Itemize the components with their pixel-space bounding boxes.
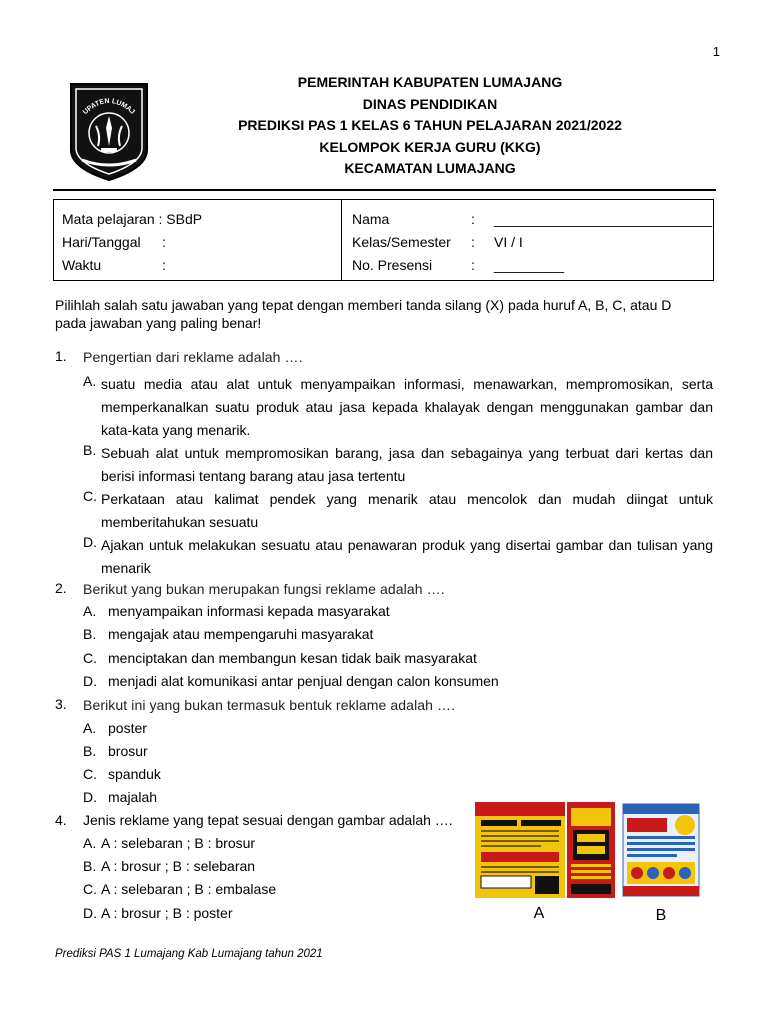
q3-option-d[interactable]: majalah (108, 789, 158, 805)
class-label: Kelas/Semester (352, 234, 451, 250)
name-label: Nama (352, 211, 390, 227)
date-label: Hari/Tanggal (62, 234, 141, 250)
q4-option-b[interactable]: A : brosur ; B : selebaran (101, 858, 256, 874)
q3-option-b[interactable]: brosur (108, 743, 148, 759)
class-colon: : (471, 234, 475, 250)
q2-option-b-letter[interactable]: B. (83, 626, 97, 642)
q4-option-a[interactable]: A : selebaran ; B : brosur (101, 835, 256, 851)
q1-option-c-line-1: Perkataan atau kalimat pendek yang menarik atau mencolok dan mudah diingat untuk (101, 491, 713, 507)
q4-option-c-letter[interactable]: C. (83, 881, 97, 897)
flyer-b-image (623, 804, 699, 896)
question-1-text: Pengertian dari reklame adalah …. (83, 349, 303, 365)
svg-text:KABUPATEN LUMAJANG: UPATEN LUMAJ (81, 97, 136, 117)
question-2-number: 2. (55, 580, 67, 596)
q1-option-b-line-2: berisi informasi tentang barang atau jasa tertentu (101, 468, 406, 484)
page-number: 1 (712, 44, 720, 59)
student-info-box (53, 199, 714, 281)
q3-option-a-letter[interactable]: A. (83, 720, 97, 736)
question-4-number: 4. (55, 812, 67, 828)
question-4-text: Jenis reklame yang tepat sesuai dengan gambar adalah …. (83, 812, 453, 828)
q3-option-c[interactable]: spanduk (108, 766, 161, 782)
q3-option-a[interactable]: poster (108, 720, 147, 736)
time-colon: : (162, 257, 166, 273)
q4-option-c[interactable]: A : selebaran ; B : embalase (101, 881, 277, 897)
q1-option-c[interactable] (101, 488, 713, 534)
page-footer: Prediksi PAS 1 Lumajang Kab Lumajang tahun 2021 (55, 948, 323, 960)
attendance-blank[interactable]: _________ (494, 257, 565, 273)
header-line-5: KECAMATAN LUMAJANG (344, 160, 516, 176)
instruction-line-1: Pilihlah salah satu jawaban yang tepat dengan memberi tanda silang (X) pada huruf A, B, C, atau D (55, 297, 672, 313)
q2-option-a[interactable]: menyampaikan informasi kepada masyarakat (108, 603, 390, 619)
header-line-1: PEMERINTAH KABUPATEN LUMAJANG (297, 74, 563, 90)
q1-option-a[interactable] (101, 373, 713, 442)
picture-b-label: B (655, 907, 667, 924)
q1-option-b-letter[interactable]: B. (83, 442, 97, 458)
question-4-pictures (473, 800, 703, 928)
name-blank[interactable]: ____________________________ (494, 211, 713, 227)
header-line-4: KELOMPOK KERJA GURU (KKG) (319, 138, 541, 155)
q4-option-d-letter[interactable]: D. (83, 905, 97, 921)
reklame-pictures-svg (473, 800, 703, 928)
header-line-2: DINAS PENDIDIKAN (362, 95, 498, 112)
q1-option-c-line-2: memberitahukan sesuatu (101, 514, 259, 530)
subject-label: Mata pelajaran : SBdP (62, 211, 203, 227)
document-header (150, 72, 710, 180)
class-value: VI / I (494, 234, 523, 250)
q3-option-c-letter[interactable]: C. (83, 766, 97, 782)
q2-option-b[interactable]: mengajak atau mempengaruhi masyarakat (108, 626, 374, 642)
q1-option-d[interactable] (101, 534, 713, 580)
name-colon: : (471, 211, 475, 227)
q4-option-a-letter[interactable]: A. (83, 835, 97, 851)
q2-option-a-letter[interactable]: A. (83, 603, 97, 619)
q1-option-a-letter[interactable]: A. (83, 373, 97, 389)
q4-option-d[interactable]: A : brosur ; B : poster (101, 905, 233, 921)
q2-option-d[interactable]: menjadi alat komunikasi antar penjual dengan calon konsumen (108, 673, 499, 689)
question-3-text: Berikut ini yang bukan termasuk bentuk reklame adalah …. (83, 697, 456, 713)
kabupaten-lumajang-logo (68, 78, 150, 182)
q2-option-c-letter[interactable]: C. (83, 650, 97, 666)
instruction-line-2: pada jawaban yang paling benar! (55, 315, 262, 331)
q3-option-b-letter[interactable]: B. (83, 743, 97, 759)
header-divider (53, 189, 716, 191)
q1-option-d-letter[interactable]: D. (83, 534, 97, 550)
attendance-colon: : (471, 257, 475, 273)
header-line-3: PREDIKSI PAS 1 KELAS 6 TAHUN PELAJARAN 2021/2022 (238, 117, 622, 133)
q1-option-d-line-1: Ajakan untuk melakukan sesuatu atau penawaran produk yang disertai gambar dan tulisan yang (101, 537, 713, 553)
attendance-label: No. Presensi (352, 257, 433, 273)
info-box-divider (341, 200, 342, 280)
brochure-a-image (475, 802, 615, 898)
q1-option-a-line-3: kata-kata yang menarik. (101, 422, 251, 438)
q2-option-c[interactable]: menciptakan dan membangun kesan tidak baik masyarakat (108, 650, 477, 666)
q1-option-b[interactable] (101, 442, 713, 488)
instructions (55, 296, 715, 332)
question-1-number: 1. (55, 348, 67, 364)
q1-option-c-letter[interactable]: C. (83, 488, 97, 504)
time-label: Waktu (62, 257, 102, 273)
q2-option-d-letter[interactable]: D. (83, 673, 97, 689)
q1-option-b-line-1: Sebuah alat untuk mempromosikan barang, jasa dan sebagainya yang terbuat dari kertas dan (101, 445, 713, 461)
q3-option-d-letter[interactable]: D. (83, 789, 97, 805)
date-colon: : (162, 234, 166, 250)
question-3-number: 3. (55, 696, 67, 712)
q1-option-a-line-1: suatu media atau alat untuk menyampaikan informasi, menawarkan, mempromosikan, serta (101, 376, 713, 392)
q1-option-d-line-2: menarik (101, 560, 151, 576)
picture-a-label: A (533, 905, 545, 922)
q4-option-b-letter[interactable]: B. (83, 858, 97, 874)
q1-option-a-line-2: memperkanalkan suatu produk atau jasa kepada khalayak dengan menggunakan gambar dan (101, 399, 713, 415)
question-2-text: Berikut yang bukan merupakan fungsi reklame adalah …. (83, 581, 445, 597)
